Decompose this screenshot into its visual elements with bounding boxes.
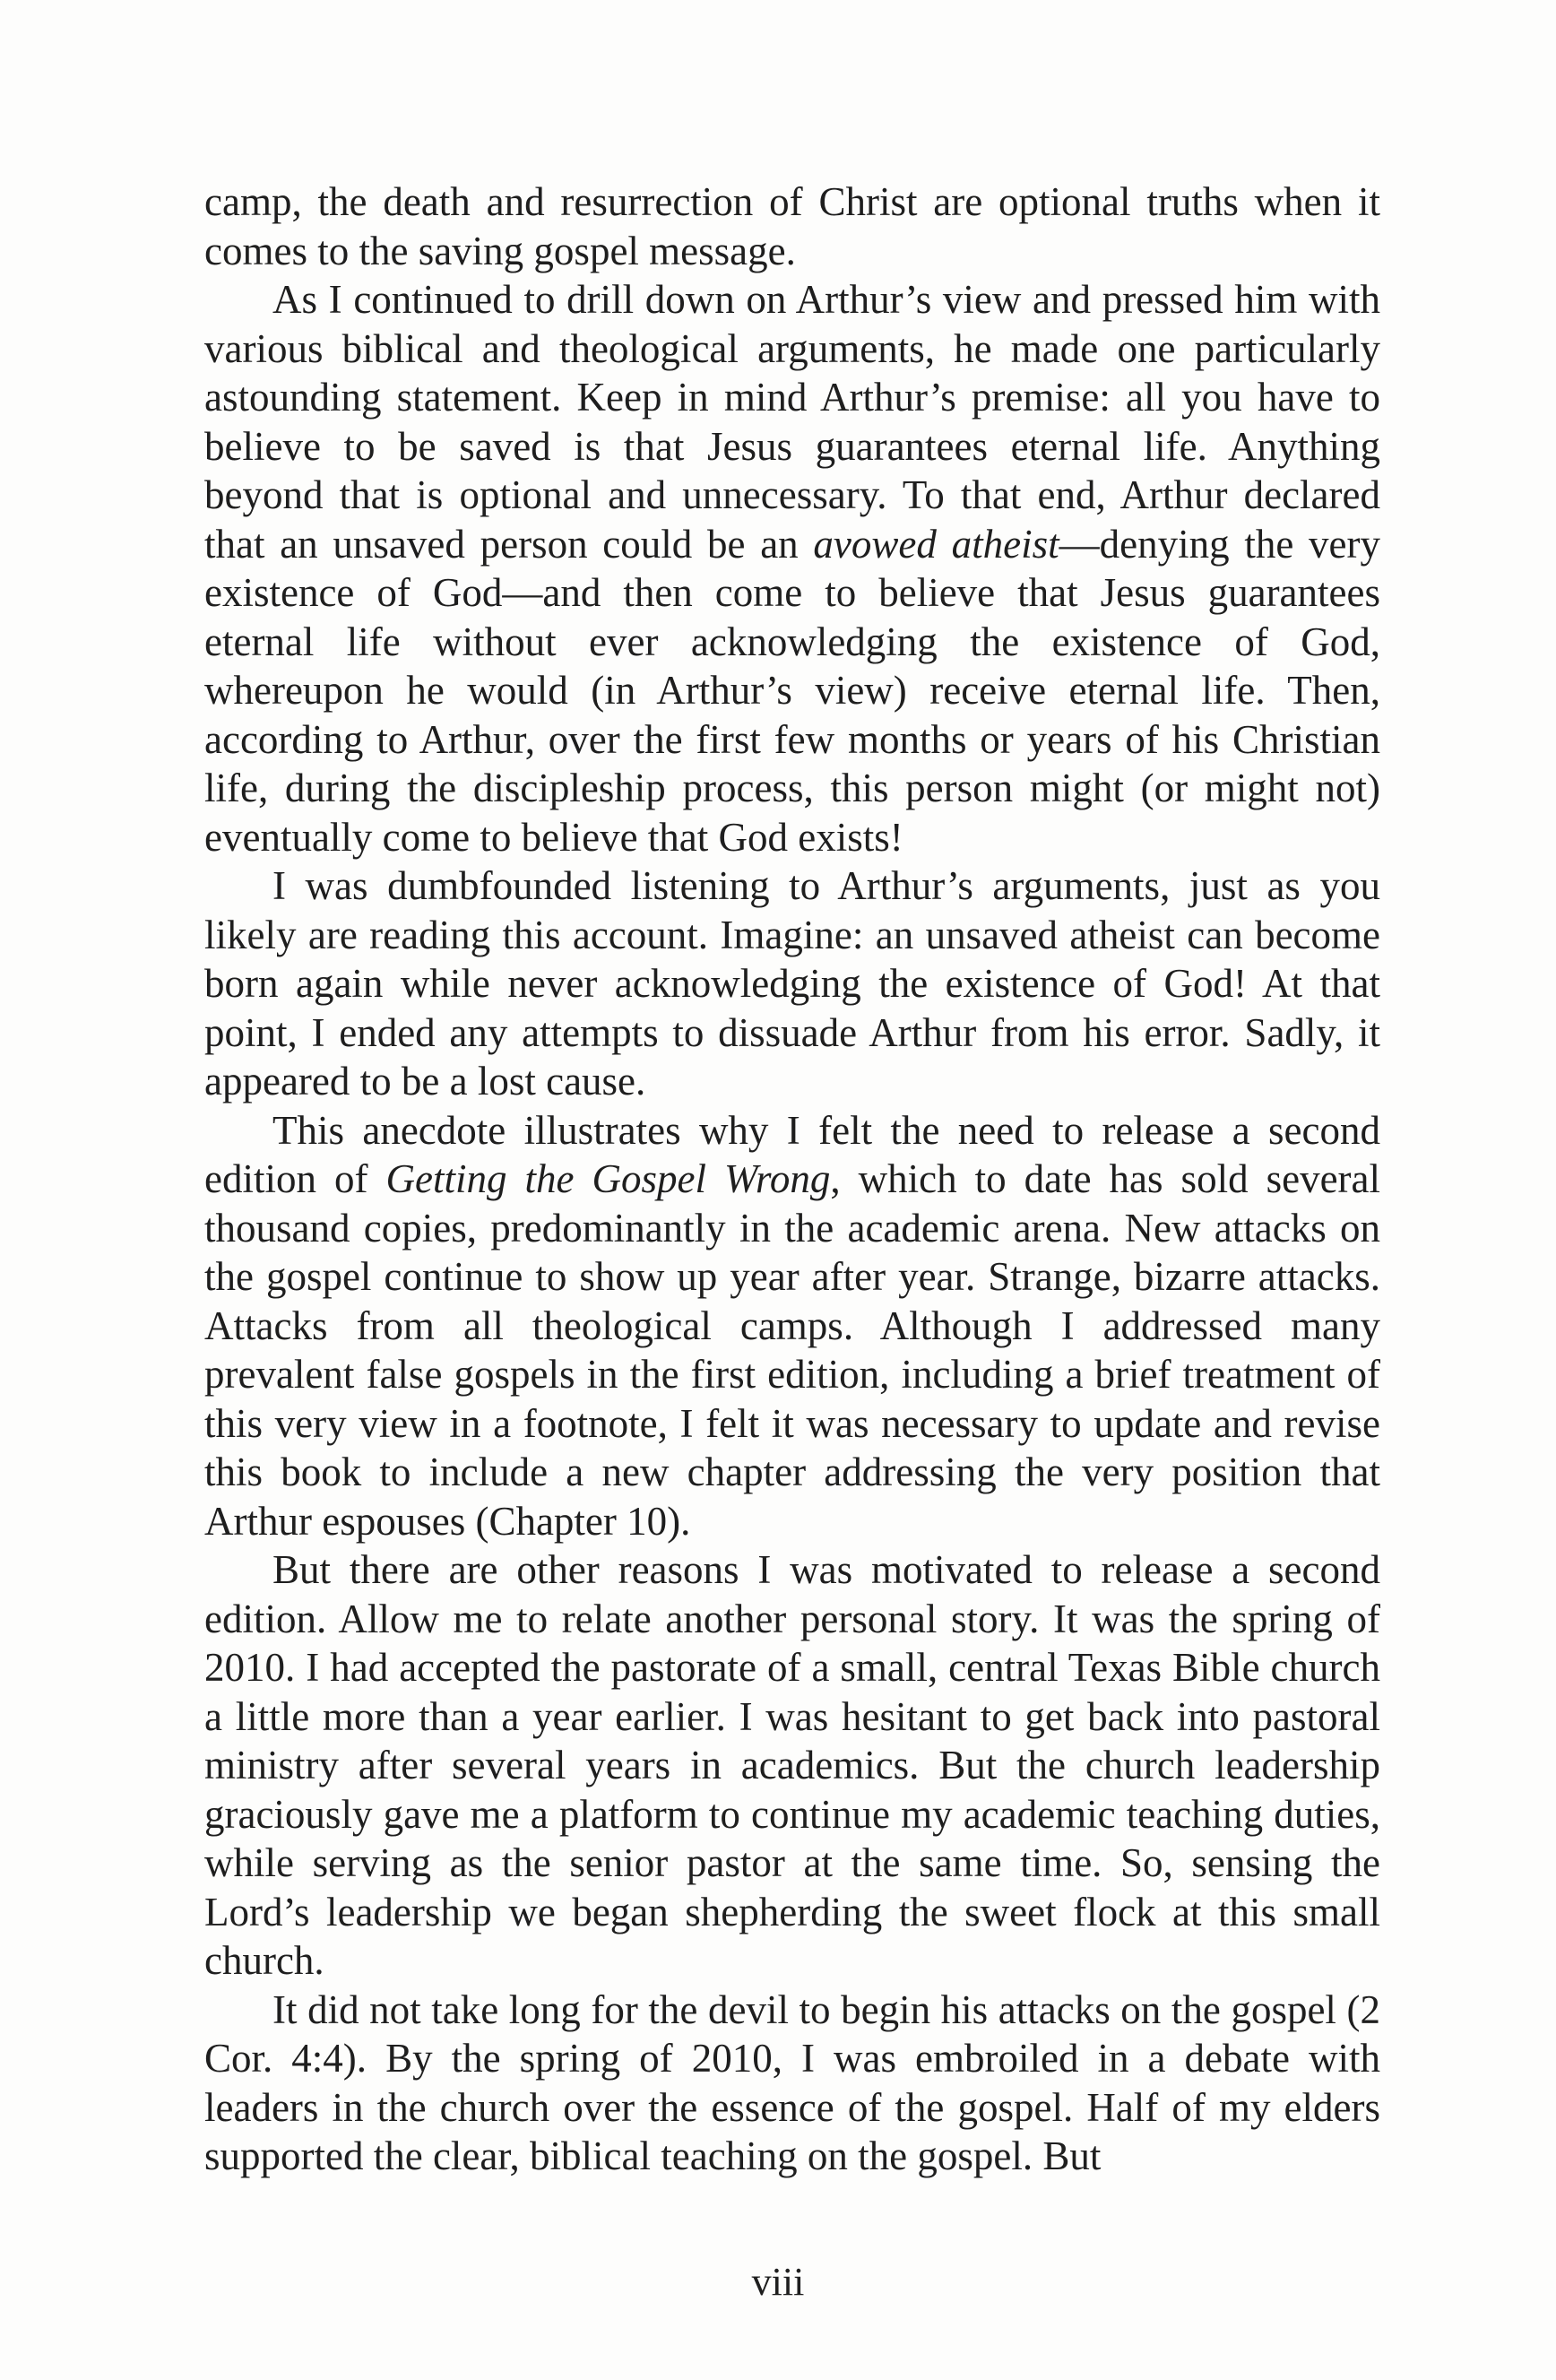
text-run: camp, the death and resurrection of Christ are optional truths when it comes to the saving gospel message. — [204, 179, 1380, 273]
paragraph — [204, 275, 1380, 861]
paragraph — [204, 177, 1380, 275]
text-run: As I continued to drill down on Arthur’s view and pressed him with various biblical and theological arguments, he made one particularly astounding statement. Keep in mind Arthur’s premise: all you have to believe to be saved is that Jesus guarantees eternal life. Anything beyond that is optional and unnecessary. To that end, Arthur declared that an unsaved person could be an — [204, 277, 1380, 567]
paragraph — [204, 1986, 1380, 2181]
text-run: But there are other reasons I was motivated to release a second edition. Allow me to relate another personal story. It was the spring of 2010. I had accepted the pastorate of a small, central Texas Bible church a little more than a year earlier. I was hesitant to get back into pastoral ministry after several years in academics. But the church leadership graciously gave me a platform to continue my academic teaching duties, while serving as the senior pastor at the same time. So, sensing the Lord’s leadership we began shepherding the sweet flock at this small church. — [204, 1547, 1380, 1983]
paragraph — [204, 1545, 1380, 1986]
paragraph — [204, 861, 1380, 1106]
page-number: viii — [751, 2260, 805, 2304]
italic-text: Getting the Gospel Wrong — [385, 1156, 831, 1201]
body-text — [204, 177, 1380, 2181]
text-run: , which to date has sold several thousand copies, predominantly in the academic arena. New attacks on the gospel continue to show up year after year. Strange, bizarre attacks. Attacks from all theological camps. Although I addressed many prevalent false gospels in the first edition, including a brief treatment of this very view in a footnote, I felt it was necessary to update and revise this book to include a new chapter addressing the very position that Arthur espouses (Chapter 10). — [204, 1156, 1380, 1544]
italic-text: avowed atheist — [813, 521, 1059, 567]
text-run: This anecdote illustrates why I felt the need to release a second edition of — [204, 1107, 1380, 1201]
text-run: It did not take long for the devil to begin his attacks on the gospel (2 Cor. 4:4). By the spring of 2010, I was embroiled in a debate with leaders in the church over the essence of the gospel. Half of my elders supported the clear, biblical teaching on the gospel. But — [204, 1986, 1380, 2178]
text-run: —denying the very existence of God—and then come to believe that Jesus guarantees eternal life without ever acknowledging the existence of God, whereupon he would (in Arthur’s view) receive eternal life. Then, according to Arthur, over the first few months or years of his Christian life, during the discipleship process, this person might (or might not) eventually come to believe that God exists! — [204, 521, 1380, 860]
text-run: I was dumbfounded listening to Arthur’s arguments, just as you likely are reading this account. Imagine: an unsaved atheist can become born again while never acknowledging the existence of God! At that point, I ended any attempts to dissuade Arthur from his error. Sadly, it appeared to be a lost cause. — [204, 863, 1380, 1103]
paragraph — [204, 1106, 1380, 1546]
